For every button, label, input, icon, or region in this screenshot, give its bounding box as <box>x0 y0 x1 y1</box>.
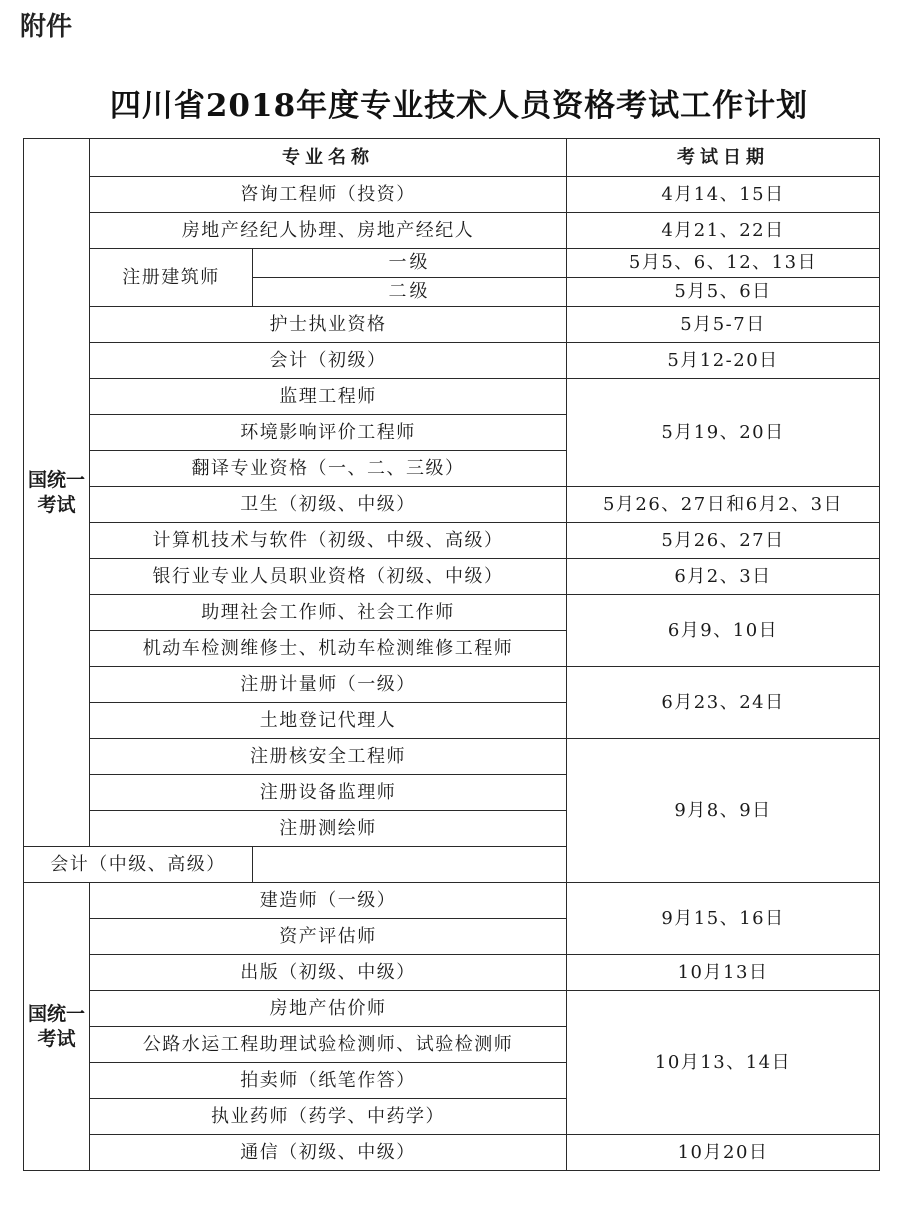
specialty-name: 资产评估师 <box>90 919 567 955</box>
table-row <box>24 523 880 559</box>
table-row <box>24 739 880 775</box>
exam-date: 4月21、22日 <box>567 213 880 249</box>
page-title: 四川省2018年度专业技术人员资格考试工作计划 <box>109 88 809 124</box>
specialty-name: 通信（初级、中级） <box>90 1135 567 1171</box>
exam-date: 5月19、20日 <box>567 379 880 487</box>
specialty-name: 护士执业资格 <box>90 307 567 343</box>
specialty-name: 拍卖师（纸笔作答） <box>90 1063 567 1099</box>
specialty-level: 二级 <box>253 278 567 307</box>
category-cell: 国统一考试 <box>24 883 90 1171</box>
specialty-name: 卫生（初级、中级） <box>90 487 567 523</box>
specialty-level: 一级 <box>253 249 567 278</box>
specialty-name: 咨询工程师（投资） <box>90 177 567 213</box>
specialty-name: 房地产估价师 <box>90 991 567 1027</box>
table-row <box>24 177 880 213</box>
table-header-row <box>24 139 880 177</box>
specialty-name: 注册计量师（一级） <box>90 667 567 703</box>
table-row <box>24 249 880 278</box>
specialty-name: 环境影响评价工程师 <box>90 415 567 451</box>
exam-date: 6月23、24日 <box>567 667 880 739</box>
exam-date: 6月9、10日 <box>567 595 880 667</box>
table-row <box>24 213 880 249</box>
specialty-name: 会计（中级、高级） <box>24 847 253 883</box>
exam-date: 10月20日 <box>567 1135 880 1171</box>
specialty-name: 助理社会工作师、社会工作师 <box>90 595 567 631</box>
attachment-label: 附件 <box>20 12 73 42</box>
exam-date: 9月8、9日 <box>567 739 880 883</box>
category-cell: 国统一考试 <box>24 139 90 847</box>
exam-date: 5月5、6、12、13日 <box>567 249 880 278</box>
exam-date: 9月15、16日 <box>567 883 880 955</box>
specialty-name: 注册设备监理师 <box>90 775 567 811</box>
specialty-name: 机动车检测维修士、机动车检测维修工程师 <box>90 631 567 667</box>
exam-schedule-table <box>23 138 880 1171</box>
specialty-name: 房地产经纪人协理、房地产经纪人 <box>90 213 567 249</box>
specialty-name: 银行业专业人员职业资格（初级、中级） <box>90 559 567 595</box>
specialty-name: 出版（初级、中级） <box>90 955 567 991</box>
table-row <box>24 307 880 343</box>
specialty-name: 土地登记代理人 <box>90 703 567 739</box>
table-row <box>24 955 880 991</box>
specialty-name: 注册测绘师 <box>90 811 567 847</box>
exam-date: 4月14、15日 <box>567 177 880 213</box>
table-row <box>24 1135 880 1171</box>
specialty-name: 注册建筑师 <box>90 249 253 307</box>
table-row <box>24 487 880 523</box>
table-row <box>24 667 880 703</box>
exam-date: 10月13、14日 <box>567 991 880 1135</box>
specialty-name: 翻译专业资格（一、二、三级） <box>90 451 567 487</box>
table-row <box>24 595 880 631</box>
table-row <box>24 559 880 595</box>
specialty-name: 执业药师（药学、中药学） <box>90 1099 567 1135</box>
specialty-name: 会计（初级） <box>90 343 567 379</box>
exam-date: 10月13日 <box>567 955 880 991</box>
specialty-name: 建造师（一级） <box>90 883 567 919</box>
exam-date: 5月5、6日 <box>567 278 880 307</box>
specialty-name: 监理工程师 <box>90 379 567 415</box>
specialty-name: 计算机技术与软件（初级、中级、高级） <box>90 523 567 559</box>
header-specialty-name: 专业名称 <box>90 139 567 177</box>
specialty-name: 注册核安全工程师 <box>90 739 567 775</box>
table-row <box>24 379 880 415</box>
table-row <box>24 883 880 919</box>
exam-date: 6月2、3日 <box>567 559 880 595</box>
header-exam-date: 考试日期 <box>567 139 880 177</box>
exam-date: 5月26、27日 <box>567 523 880 559</box>
table-row <box>24 343 880 379</box>
table-row <box>24 991 880 1027</box>
exam-date: 5月26、27日和6月2、3日 <box>567 487 880 523</box>
exam-date: 5月12-20日 <box>567 343 880 379</box>
exam-date: 5月5-7日 <box>567 307 880 343</box>
specialty-name: 公路水运工程助理试验检测师、试验检测师 <box>90 1027 567 1063</box>
